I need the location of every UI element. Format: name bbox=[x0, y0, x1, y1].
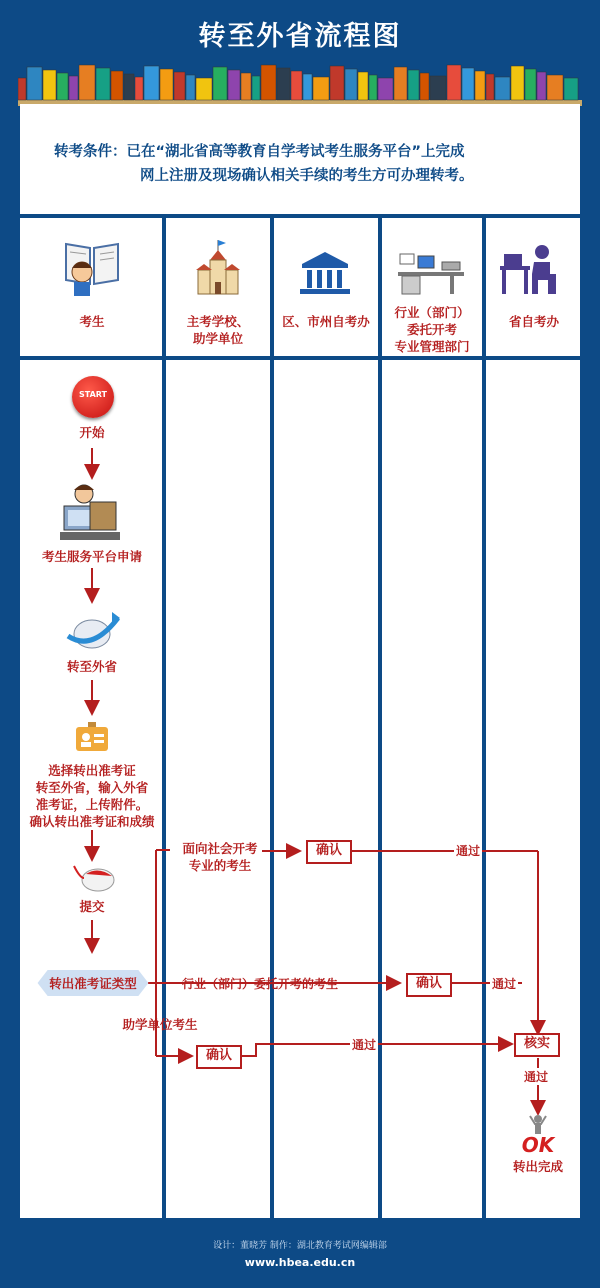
step-select: 选择转出准考证 转至外省，输入外省 准考证，上传附件。 确认转出准考证和成绩 bbox=[29, 763, 155, 829]
pass-label-assist: 通过 bbox=[352, 1038, 377, 1052]
finish-label: 转出完成 bbox=[512, 1159, 563, 1174]
pass-label-social: 通过 bbox=[456, 844, 481, 858]
step-transfer: 转至外省 bbox=[66, 659, 117, 674]
column-label-industry: 行业（部门） 委托开考 专业管理部门 bbox=[394, 305, 470, 354]
condition-text-line-1: 转考条件：已在“湖北省高等教育自学考试考生服务平台”上完成 bbox=[54, 144, 465, 160]
confirm-box-industry: 确认 bbox=[406, 973, 452, 997]
step-apply: 考生服务平台申请 bbox=[41, 549, 142, 564]
branch-social-label: 面向社会开考 专业的考生 bbox=[182, 841, 258, 873]
branch-industry-label: 行业（部门）委托开考的考生 bbox=[182, 977, 339, 991]
step-type: 转出准考证类型 bbox=[49, 976, 137, 991]
column-label-city: 区、市州自考办 bbox=[282, 314, 370, 329]
step-start: 开始 bbox=[79, 425, 105, 440]
confirm-box-school: 确认 bbox=[196, 1045, 242, 1069]
pass-label-industry: 通过 bbox=[492, 977, 517, 991]
start-icon bbox=[72, 376, 114, 418]
branch-assist-label: 助学单位考生 bbox=[122, 1017, 198, 1032]
column-label-province: 省自考办 bbox=[508, 314, 559, 329]
column-label-student: 考生 bbox=[79, 314, 105, 329]
mouse-icon bbox=[72, 862, 118, 894]
computer-user-icon bbox=[60, 480, 124, 544]
footer-credit: 设计：董晓芳 制作：湖北教育考试网编辑部 bbox=[213, 1241, 387, 1251]
confirm-box-city: 确认 bbox=[306, 840, 352, 864]
id-card-icon bbox=[76, 722, 108, 752]
page-title: 转至外省流程图 bbox=[198, 21, 402, 52]
start-button-text: START bbox=[78, 390, 108, 399]
globe-arrow-icon bbox=[62, 608, 122, 654]
pass-label-verify: 通过 bbox=[524, 1070, 549, 1084]
condition-text-line-2: 网上注册及现场确认相关手续的考生方可办理转考。 bbox=[140, 168, 474, 184]
footer-url[interactable]: www.hbea.edu.cn bbox=[244, 1256, 356, 1269]
ok-icon: OK bbox=[521, 1133, 555, 1157]
verify-box: 核实 bbox=[514, 1033, 560, 1057]
step-submit: 提交 bbox=[79, 899, 105, 914]
column-label-school: 主考学校、 助学单位 bbox=[186, 314, 250, 346]
